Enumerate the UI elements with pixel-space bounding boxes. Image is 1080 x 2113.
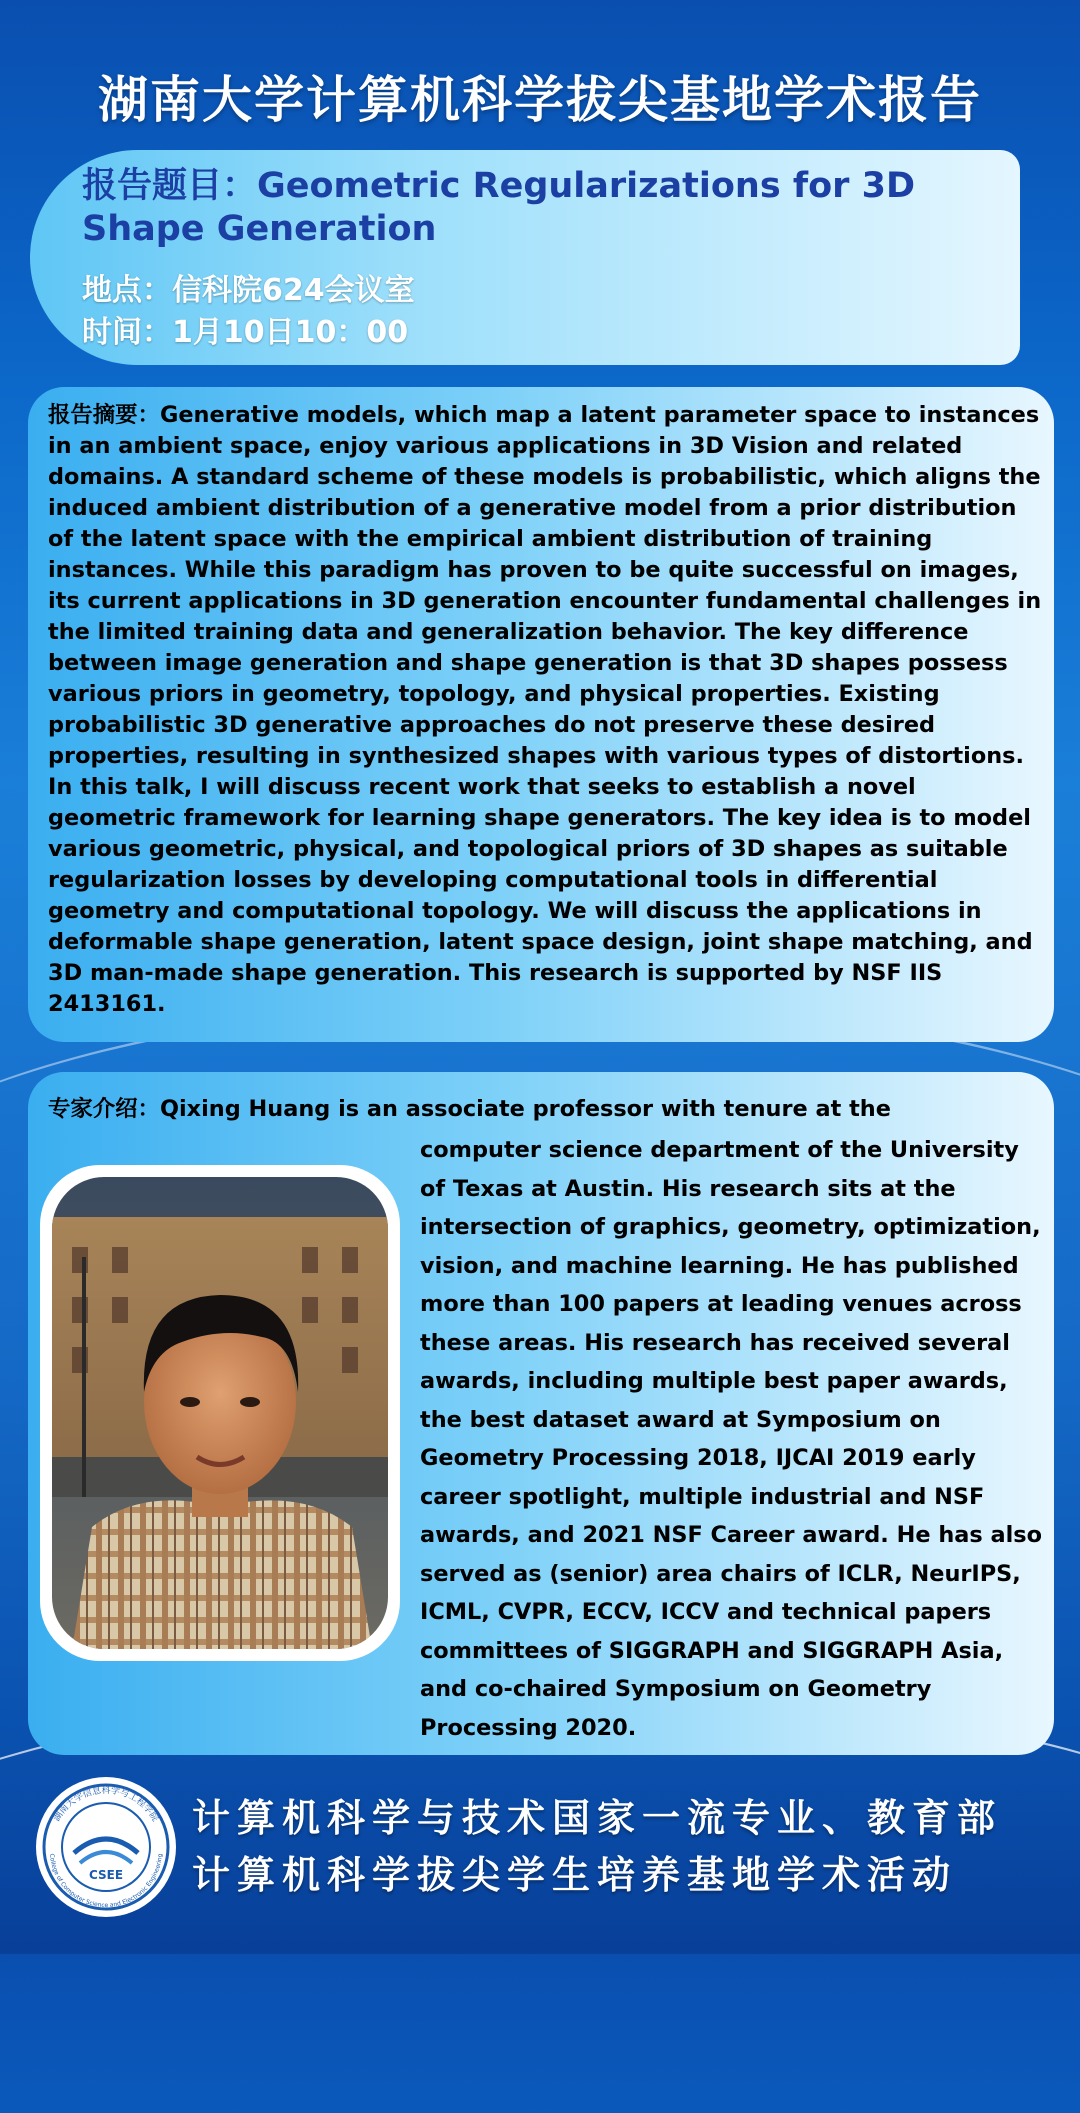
logo-ring-en: College of Computer Science and Electronic Engineering — [48, 1853, 164, 1910]
speaker-bio-text: computer science department of the University of Texas at Austin. His research sits at the intersection of graphics, geometry, optimization, vision, and machine learning. He has published more than 100 papers at leading venues across these areas. His research has received several awards, including multiple best paper awards, the best dataset award at Symposium on Geometry Processing 2018, IJCAI 2019 early career spotlight, multiple industrial and NSF awards, and 2021 NSF Career award. He has also served as (senior) area chairs of ICLR, NeurIPS, ICML, CVPR, ECCV, ICCV and technical papers committees of SIGGRAPH and SIGGRAPH Asia, and co-chaired Symposium on Geometry Processing 2020. — [420, 1137, 1042, 1741]
speaker-label: 专家介绍： — [48, 1096, 160, 1122]
footer-line-2: 计算机科学拔尖学生培养基地学术活动 — [192, 1853, 958, 1897]
logo-ring-cn: 湖南大学信息科学与工程学院 — [52, 1786, 160, 1824]
college-logo — [34, 1775, 178, 1919]
logo-abbreviation: CSEE — [88, 1868, 124, 1882]
talk-venue: 地点：信科院624会议室 — [82, 273, 415, 308]
speaker-photo — [52, 1177, 388, 1649]
speaker-bio-first-line — [48, 1094, 1048, 1125]
abstract-body: Generative models, which map a latent parameter space to instances in an ambient space, enjoy various applications in 3D Vision and related domains. A standard scheme of these models is probabilistic, which aligns the induced ambient distribution of a generative model from a prior distribution of the latent space with the empirical ambient distribution of training instances. While this paradigm has proven to be quite successful on images, its current applications in 3D generation encounter fundamental challenges in the limited training data and generalization behavior. The key difference between image generation and shape generation is that 3D shapes possess various priors in geometry, topology, and physical properties. Existing probabilistic 3D generative approaches do not preserve these desired properties, resulting in synthesized shapes with various types of distortions. In this talk, I will discuss recent work that seeks to establish a novel geometric framework for learning shape generators. The key idea is to model various geometric, physical, and topological priors of 3D shapes as suitable regularization losses by developing computational tools in differential geometry and computational topology. We will discuss the applications in deformable shape generation, latent space design, joint shape matching, and 3D man-made shape generation. This research is supported by NSF IIS 2413161. — [48, 402, 1042, 1017]
talk-time: 时间：1月10日10：00 — [82, 315, 409, 350]
footer-line-1: 计算机科学与技术国家一流专业、教育部 — [192, 1796, 1003, 1840]
abstract-label: 报告摘要： — [48, 402, 160, 428]
speaker-bio-lead: Qixing Huang is an associate professor with tenure at the — [159, 1096, 891, 1122]
talk-topic: 报告题目：Geometric Regularizations for 3D Shape Generation — [82, 166, 915, 249]
abstract-text — [48, 400, 1048, 1020]
poster-title: 湖南大学计算机科学拔尖基地学术报告 — [98, 71, 982, 129]
